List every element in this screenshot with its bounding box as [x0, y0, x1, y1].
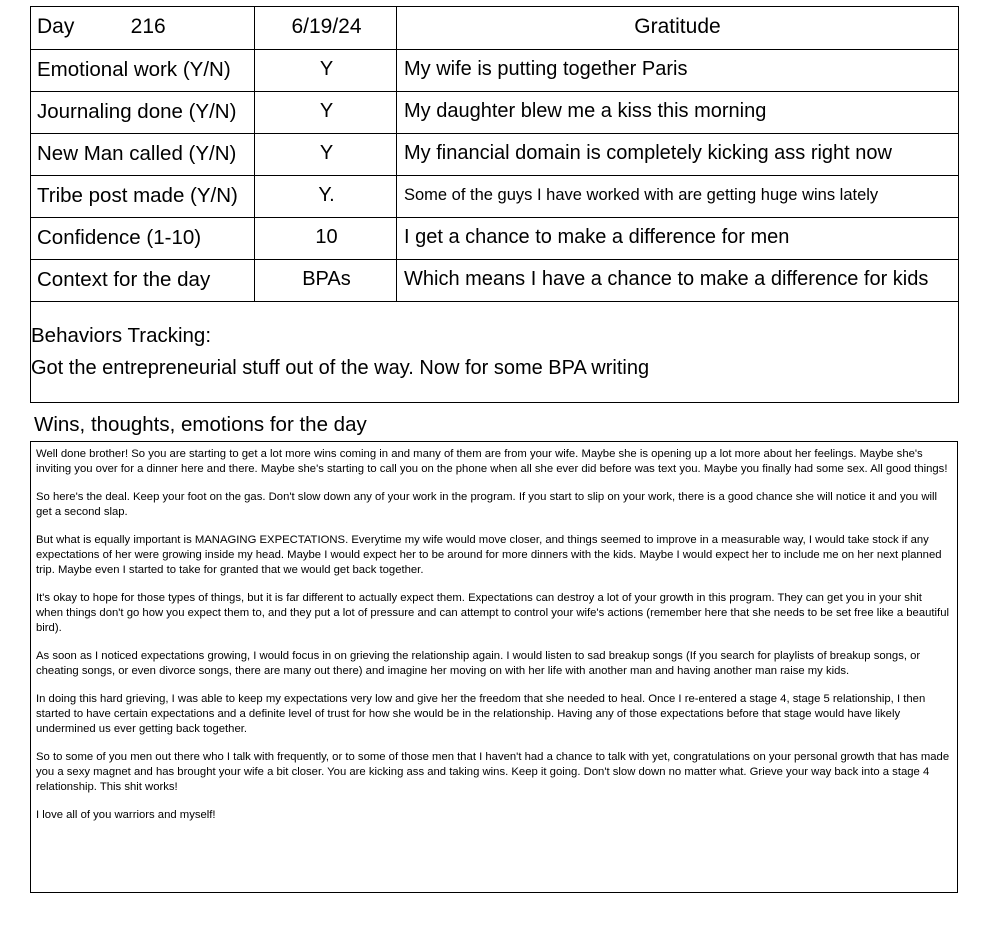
- row-label-cell: [31, 218, 255, 260]
- journal-paragraph: So here's the deal. Keep your foot on the gas. Don't slow down any of your work in the program. If you start to slip on your work, there is a good chance she will notice it and you will get a second slap.: [36, 491, 938, 519]
- wins-heading: Wins, thoughts, emotions for the day: [34, 413, 367, 436]
- day-label: Day: [37, 15, 75, 38]
- day-cell: [31, 7, 255, 50]
- journal-paragraph: But what is equally important is MANAGING EXPECTATIONS. Everytime my wife would move closer, and things seemed to improve in a measurable way, I would take stock if any expectations of her were growing inside my head. Maybe I would expect her to be around for more dinners with the kids. Maybe I would expect her to include me on her next planned trip. Maybe even I started to take for granted that we would get back together.: [36, 534, 942, 577]
- journal-paragraph: Well done brother! So you are starting to get a lot more wins coming in and many of them are from your wife. Maybe she is opening up a lot more about her feelings. Maybe she's inviting you over for a dinner here and there. Maybe she's starting to call you on the phone when all she ever did before was text you. Maybe you finally had some sex. All good things!: [36, 448, 948, 476]
- date-value: 6/19/24: [291, 15, 362, 39]
- gratitude-header-cell: [397, 7, 959, 50]
- row-label-cell: [31, 50, 255, 92]
- row-label-cell: [31, 260, 255, 302]
- journal-paragraph: I love all of you warriors and myself!: [36, 809, 216, 822]
- row-gratitude-cell: [397, 176, 959, 218]
- row-value-cell: [255, 218, 397, 260]
- table-row: [31, 218, 959, 260]
- row-gratitude-cell: [397, 92, 959, 134]
- gratitude-title: Gratitude: [634, 15, 721, 38]
- row-label: New Man called (Y/N): [37, 141, 237, 165]
- row-value-cell: [255, 176, 397, 218]
- row-gratitude-cell: [397, 50, 959, 92]
- journal-paragraph: In doing this hard grieving, I was able to keep my expectations very low and give her the freedom that she needed to heal. Once I re-entered a stage 4, stage 5 relationship, I then started to have certain expectations and a definite level of trust for how she would be in the relationship. Having any of those expectations before that stage would have likely undermined us ever getting back together.: [36, 693, 926, 736]
- journal-paragraph: As soon as I noticed expectations growing, I would focus in on grieving the relationship again. I would listen to sad breakup songs (If you search for playlists of breakup songs, or cheating songs, or even divorce songs, there are many out there) and imagine her moving on with her life with another man and having another man raise my kids.: [36, 650, 921, 678]
- row-label: Emotional work (Y/N): [37, 57, 231, 81]
- row-label: Confidence (1-10): [37, 225, 202, 249]
- row-value: Y: [319, 58, 334, 81]
- journal-paragraph: It's okay to hope for those types of things, but it is far different to actually expect them. Expectations can destroy a lot of your growth in this program. They can get you in your shit when things don't go how you expect them to, and they put a lot of pressure and can attempt to control your wife's actions (remember here that she needs to be set free like a beautiful bird).: [36, 592, 949, 635]
- row-label-cell: [31, 134, 255, 176]
- behaviors-row: [31, 302, 959, 403]
- daily-tracker-table: [30, 6, 959, 403]
- row-value: 10: [315, 226, 338, 249]
- table-row: [31, 260, 959, 302]
- behaviors-cell: [31, 302, 959, 403]
- row-gratitude: Which means I have a chance to make a difference for kids: [404, 268, 929, 290]
- row-label: Journaling done (Y/N): [37, 99, 237, 123]
- row-gratitude: I get a chance to make a difference for men: [404, 226, 790, 248]
- row-value: Y: [319, 100, 334, 123]
- row-value-cell: [255, 134, 397, 176]
- behaviors-text: Got the entrepreneurial stuff out of the way. Now for some BPA writing: [31, 357, 650, 379]
- row-gratitude: My financial domain is completely kicking ass right now: [404, 142, 892, 164]
- table-row: [31, 176, 959, 218]
- date-cell: [255, 7, 397, 50]
- row-gratitude: Some of the guys I have worked with are getting huge wins lately: [404, 186, 879, 204]
- row-label-cell: [31, 176, 255, 218]
- row-label-cell: [31, 92, 255, 134]
- row-gratitude-cell: [397, 260, 959, 302]
- row-value: Y: [319, 142, 334, 165]
- table-row: [31, 50, 959, 92]
- journal-entry-box: [30, 441, 958, 893]
- row-value-cell: [255, 92, 397, 134]
- table-header-row: [31, 7, 959, 50]
- table-row: [31, 134, 959, 176]
- behaviors-title: Behaviors Tracking:: [31, 324, 212, 347]
- row-label: Context for the day: [37, 267, 211, 291]
- row-gratitude: My daughter blew me a kiss this morning: [404, 100, 767, 122]
- row-value-cell: [255, 260, 397, 302]
- table-row: [31, 92, 959, 134]
- day-number: 216: [130, 15, 166, 38]
- row-gratitude-cell: [397, 134, 959, 176]
- row-gratitude-cell: [397, 218, 959, 260]
- row-value: Y.: [318, 184, 335, 207]
- row-label: Tribe post made (Y/N): [37, 183, 238, 207]
- journal-paragraph: So to some of you men out there who I talk with frequently, or to some of those men that I haven't had a chance to talk with yet, congratulations on your personal growth that has made you a sexy magnet and has brought your wife a bit closer. You are kicking ass and taking wins. Keep it going. Don't slow down no matter what. Grieve your way back into a stage 4 relationship. This shit works!: [36, 751, 950, 794]
- row-value: BPAs: [302, 268, 351, 291]
- row-gratitude: My wife is putting together Paris: [404, 58, 688, 80]
- row-value-cell: [255, 50, 397, 92]
